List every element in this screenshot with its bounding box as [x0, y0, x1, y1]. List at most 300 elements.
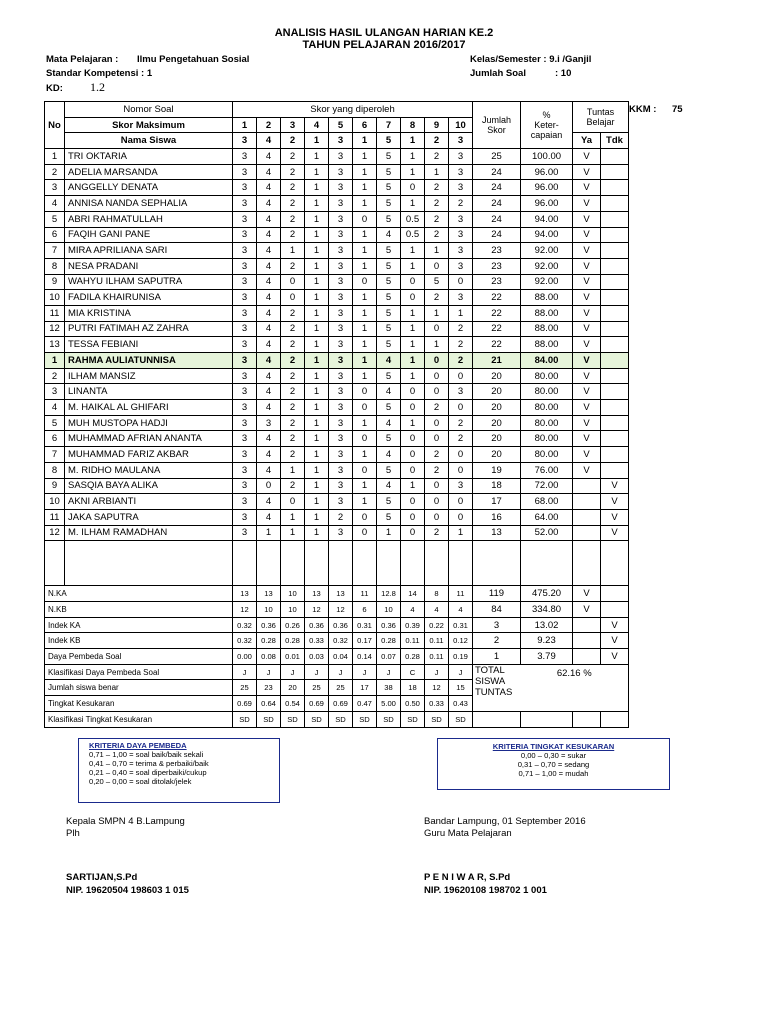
student-score: 1 [353, 180, 377, 196]
student-score: 3 [233, 353, 257, 369]
student-score: 0 [449, 274, 473, 290]
student-score: 0 [425, 353, 449, 369]
blank-cell [601, 571, 629, 586]
student-name: FAQIH GANI PANE [65, 227, 233, 243]
student-name: MIA KRISTINA [65, 305, 233, 321]
stat-value: 11 [353, 586, 377, 602]
student-score: 3 [449, 290, 473, 306]
blank-row [45, 556, 629, 571]
stat-label: Tingkat Kesukaran [45, 696, 233, 712]
stat-tdk-mark [601, 602, 629, 618]
student-score: 0 [257, 478, 281, 494]
tuntas-ya-mark [573, 494, 601, 510]
blank-cell [449, 556, 473, 571]
tuntas-ya-mark [573, 478, 601, 494]
student-score: 0.5 [401, 211, 425, 227]
student-score: 0 [401, 290, 425, 306]
stat-ya-mark [573, 649, 601, 665]
tuntas-ya-mark: V [573, 258, 601, 274]
blank-cell [329, 571, 353, 586]
blank-cell [65, 556, 233, 571]
student-percent: 92.00 [521, 243, 573, 259]
tuntas-tdk-mark: V [601, 494, 629, 510]
stat-tdk-mark: V [601, 617, 629, 633]
student-score: 4 [257, 196, 281, 212]
tuntas-ya-mark: V [573, 211, 601, 227]
student-score: 5 [377, 211, 401, 227]
blank-cell [305, 571, 329, 586]
student-score: 0 [281, 494, 305, 510]
student-total: 19 [473, 462, 521, 478]
student-score: 2 [281, 415, 305, 431]
stat-value: SD [257, 711, 281, 727]
student-score: 2 [449, 415, 473, 431]
tuntas-tdk-mark [601, 415, 629, 431]
tuntas-ya-mark: V [573, 149, 601, 165]
stat-value: 13 [257, 586, 281, 602]
blank-cell [233, 541, 257, 556]
student-total: 23 [473, 243, 521, 259]
stat-value: 0.64 [257, 696, 281, 712]
blank-cell [45, 571, 65, 586]
student-score: 1 [305, 384, 329, 400]
student-name: RAHMA AULIATUNNISA [65, 353, 233, 369]
student-name: JAKA SAPUTRA [65, 509, 233, 525]
student-score: 1 [305, 180, 329, 196]
blank-cell [473, 711, 521, 727]
student-score: 2 [281, 384, 305, 400]
blank-cell [573, 571, 601, 586]
stat-percent: 334.80 [521, 602, 573, 618]
tuntas-tdk-mark [601, 290, 629, 306]
total-score-header [473, 102, 521, 149]
student-score: 5 [377, 196, 401, 212]
student-score: 1 [449, 525, 473, 541]
student-total: 24 [473, 164, 521, 180]
student-percent: 88.00 [521, 337, 573, 353]
stat-label: Jumlah siswa benar [45, 680, 233, 696]
student-percent: 94.00 [521, 227, 573, 243]
student-score: 3 [329, 353, 353, 369]
student-score: 5 [377, 149, 401, 165]
blank-cell [257, 571, 281, 586]
student-score: 2 [425, 196, 449, 212]
student-score: 1 [305, 258, 329, 274]
stat-value: 0.08 [257, 649, 281, 665]
student-score: 2 [281, 400, 305, 416]
stat-value: 0.50 [401, 696, 425, 712]
student-score: 4 [257, 494, 281, 510]
student-name: SASQIA BAYA ALIKA [65, 478, 233, 494]
student-row [45, 400, 629, 416]
student-score: 2 [281, 164, 305, 180]
kd-value: 1.2 [90, 80, 105, 94]
student-score: 4 [257, 431, 281, 447]
student-score: 3 [449, 180, 473, 196]
student-score: 3 [329, 290, 353, 306]
student-score: 3 [449, 384, 473, 400]
stat-value: J [305, 664, 329, 680]
student-score: 1 [449, 305, 473, 321]
stat-value: 4 [425, 602, 449, 618]
student-score: 4 [257, 447, 281, 463]
student-score: 5 [377, 494, 401, 510]
student-no: 2 [45, 164, 65, 180]
student-score: 0 [401, 447, 425, 463]
question-count-label: Jumlah Soal [470, 68, 526, 79]
student-score: 5 [377, 337, 401, 353]
student-score: 0 [353, 462, 377, 478]
student-score: 2 [281, 211, 305, 227]
student-total: 22 [473, 337, 521, 353]
stat-label: Klasifikasi Tingkat Kesukaran [45, 711, 233, 727]
student-total: 20 [473, 447, 521, 463]
student-score: 4 [257, 164, 281, 180]
max-score: 1 [305, 133, 329, 149]
student-score: 1 [305, 149, 329, 165]
student-score: 1 [401, 164, 425, 180]
stat-value: 13 [305, 586, 329, 602]
student-score: 3 [233, 415, 257, 431]
student-percent: 80.00 [521, 384, 573, 400]
student-total: 22 [473, 321, 521, 337]
blank-cell [521, 556, 573, 571]
student-score: 2 [449, 337, 473, 353]
blank-cell [377, 571, 401, 586]
total-tuntas-line: SISWA [475, 675, 506, 687]
tuntas-ya-mark: V [573, 196, 601, 212]
stat-value: J [281, 664, 305, 680]
tuntas-ya-mark: V [573, 384, 601, 400]
student-row [45, 525, 629, 541]
student-score: 5 [377, 431, 401, 447]
student-score: 1 [305, 290, 329, 306]
student-score: 1 [353, 353, 377, 369]
student-score: 0 [425, 478, 449, 494]
stat-label: Indek KB [45, 633, 233, 649]
student-percent: 96.00 [521, 180, 573, 196]
stat-total: 119 [473, 586, 521, 602]
student-score: 4 [257, 290, 281, 306]
student-score: 3 [233, 337, 257, 353]
student-score: 1 [305, 164, 329, 180]
student-score: 4 [257, 149, 281, 165]
student-score: 4 [257, 274, 281, 290]
blank-cell [521, 711, 573, 727]
question-number: 4 [305, 117, 329, 133]
blank-cell [281, 571, 305, 586]
stat-value: 0.32 [233, 617, 257, 633]
student-score: 5 [377, 368, 401, 384]
student-score: 1 [401, 337, 425, 353]
student-score: 4 [257, 258, 281, 274]
blank-cell [65, 541, 233, 556]
tuntas-tdk-mark [601, 274, 629, 290]
stat-value: 0.69 [305, 696, 329, 712]
student-row [45, 196, 629, 212]
student-total: 22 [473, 305, 521, 321]
student-score: 2 [425, 400, 449, 416]
stat-value: 12 [305, 602, 329, 618]
student-row [45, 227, 629, 243]
student-score: 1 [305, 353, 329, 369]
tuntas-ya-mark: V [573, 180, 601, 196]
student-score: 0 [401, 525, 425, 541]
stat-row [45, 617, 629, 633]
question-number: 8 [401, 117, 425, 133]
student-percent: 80.00 [521, 431, 573, 447]
student-score: 1 [305, 368, 329, 384]
student-score: 2 [281, 321, 305, 337]
discrimination-criteria-line: 0,71 – 1,00 = soal baik/baik sekali [89, 750, 204, 759]
student-no: 4 [45, 400, 65, 416]
student-row [45, 258, 629, 274]
student-score: 3 [329, 180, 353, 196]
student-no: 9 [45, 274, 65, 290]
student-score: 1 [401, 196, 425, 212]
student-total: 23 [473, 258, 521, 274]
student-total: 13 [473, 525, 521, 541]
student-total: 20 [473, 384, 521, 400]
student-score: 3 [449, 243, 473, 259]
blank-cell [425, 556, 449, 571]
student-row [45, 211, 629, 227]
student-total: 23 [473, 274, 521, 290]
student-score: 5 [377, 258, 401, 274]
tuntas-tdk-mark [601, 305, 629, 321]
discrimination-criteria-line: 0,20 – 0,00 = soal ditolak/jelek [89, 777, 192, 786]
stat-value: 0.22 [425, 617, 449, 633]
student-row [45, 384, 629, 400]
student-score: 0 [401, 384, 425, 400]
stat-label: N.KB [45, 602, 233, 618]
stat-value: 0.69 [233, 696, 257, 712]
student-score: 1 [305, 509, 329, 525]
student-score: 5 [377, 305, 401, 321]
stat-value: 0.36 [257, 617, 281, 633]
tuntas-tdk-mark [601, 400, 629, 416]
student-score: 1 [401, 258, 425, 274]
student-total: 18 [473, 478, 521, 494]
student-score: 1 [425, 305, 449, 321]
stat-value: 5.00 [377, 696, 401, 712]
stat-value: 0.36 [305, 617, 329, 633]
blank-cell [45, 556, 65, 571]
stat-value: 13 [233, 586, 257, 602]
stat-ya-mark: V [573, 602, 601, 618]
discrimination-criteria-line: 0,21 – 0,40 = soal diperbaiki/cukup [89, 768, 207, 777]
student-score: 0 [353, 525, 377, 541]
student-no: 4 [45, 196, 65, 212]
blank-cell [377, 541, 401, 556]
stat-value: 12 [233, 602, 257, 618]
student-score: 2 [425, 447, 449, 463]
student-score: 1 [401, 353, 425, 369]
student-score: 1 [353, 290, 377, 306]
student-score: 4 [257, 211, 281, 227]
max-score: 3 [449, 133, 473, 149]
student-score: 3 [257, 415, 281, 431]
student-score: 2 [425, 180, 449, 196]
student-score: 1 [305, 337, 329, 353]
student-score: 1 [257, 525, 281, 541]
blank-cell [573, 711, 601, 727]
tuntas-ya-mark: V [573, 290, 601, 306]
student-score: 1 [401, 415, 425, 431]
student-total: 25 [473, 149, 521, 165]
tuntas-tdk-mark [601, 431, 629, 447]
student-name: ANNISA NANDA SEPHALIA [65, 196, 233, 212]
max-score: 2 [425, 133, 449, 149]
tuntas-ya-mark: V [573, 274, 601, 290]
stat-value: SD [425, 711, 449, 727]
student-score: 1 [353, 305, 377, 321]
student-score: 3 [233, 431, 257, 447]
student-percent: 88.00 [521, 290, 573, 306]
stat-value: 20 [281, 680, 305, 696]
stat-value: J [257, 664, 281, 680]
student-score: 2 [281, 478, 305, 494]
stat-value: 0.11 [425, 633, 449, 649]
stat-value: 14 [401, 586, 425, 602]
stat-value: 0.31 [449, 617, 473, 633]
place-date: Bandar Lampung, 01 September 2016 [424, 816, 586, 827]
ya-header: Ya [573, 133, 601, 149]
tuntas-ya-mark: V [573, 353, 601, 369]
student-score: 2 [449, 353, 473, 369]
student-score: 0 [401, 431, 425, 447]
max-score: 1 [401, 133, 425, 149]
blank-cell [353, 556, 377, 571]
student-score: 0 [425, 321, 449, 337]
student-score: 0 [425, 415, 449, 431]
student-score: 1 [401, 305, 425, 321]
student-score: 3 [449, 258, 473, 274]
student-score: 3 [233, 258, 257, 274]
tuntas-ya-mark: V [573, 368, 601, 384]
student-total: 16 [473, 509, 521, 525]
student-score: 1 [353, 447, 377, 463]
student-percent: 64.00 [521, 509, 573, 525]
student-score: 2 [281, 196, 305, 212]
student-score: 3 [329, 337, 353, 353]
student-row [45, 462, 629, 478]
student-no: 12 [45, 525, 65, 541]
student-score: 4 [377, 478, 401, 494]
stat-percent: 3.79 [521, 649, 573, 665]
stat-value: SD [305, 711, 329, 727]
stat-tdk-mark: V [601, 649, 629, 665]
student-score: 3 [233, 305, 257, 321]
question-number: 7 [377, 117, 401, 133]
student-score: 1 [305, 243, 329, 259]
stat-value: 0.28 [281, 633, 305, 649]
stat-value: J [449, 664, 473, 680]
tuntas-ya-mark: V [573, 447, 601, 463]
question-number-header: Nomor Soal [65, 102, 233, 118]
stat-value: 25 [329, 680, 353, 696]
tuntas-ya-mark: V [573, 337, 601, 353]
student-score: 2 [425, 227, 449, 243]
max-score: 3 [233, 133, 257, 149]
percent-header [521, 102, 573, 149]
stat-value: C [401, 664, 425, 680]
student-score: 1 [401, 149, 425, 165]
max-score: 5 [377, 133, 401, 149]
student-percent: 80.00 [521, 400, 573, 416]
blank-cell [329, 541, 353, 556]
student-score: 1 [353, 258, 377, 274]
student-score: 3 [233, 384, 257, 400]
difficulty-criteria-title: KRITERIA TINGKAT KESUKARAN [492, 742, 615, 751]
student-score: 1 [305, 227, 329, 243]
total-tuntas-line: TOTAL [475, 664, 505, 676]
blank-cell [233, 556, 257, 571]
student-score: 3 [329, 431, 353, 447]
stat-value: 0.26 [281, 617, 305, 633]
student-no: 1 [45, 149, 65, 165]
stat-total: 1 [473, 649, 521, 665]
blank-cell [473, 571, 521, 586]
student-score: 0 [353, 431, 377, 447]
student-score: 4 [257, 353, 281, 369]
student-name: FADILA KHAIRUNISA [65, 290, 233, 306]
stat-percent: 9.23 [521, 633, 573, 649]
student-percent: 92.00 [521, 274, 573, 290]
student-row [45, 274, 629, 290]
student-no: 7 [45, 243, 65, 259]
student-percent: 96.00 [521, 164, 573, 180]
stat-value: SD [353, 711, 377, 727]
blank-cell [449, 541, 473, 556]
student-row [45, 353, 629, 369]
student-score: 3 [329, 211, 353, 227]
student-score: 4 [257, 180, 281, 196]
analysis-table [44, 101, 629, 728]
stat-value: 0.17 [353, 633, 377, 649]
student-score: 3 [233, 368, 257, 384]
stat-value: 0.47 [353, 696, 377, 712]
student-score: 0 [425, 431, 449, 447]
tuntas-tdk-mark: V [601, 478, 629, 494]
student-score: 1 [305, 415, 329, 431]
tuntas-ya-mark: V [573, 415, 601, 431]
discrimination-criteria-box [78, 738, 280, 803]
student-score: 1 [305, 400, 329, 416]
student-percent: 88.00 [521, 305, 573, 321]
student-score: 5 [377, 509, 401, 525]
teacher-nip: NIP. 19620108 198702 1 001 [424, 885, 547, 896]
student-score: 1 [353, 164, 377, 180]
tuntas-tdk-mark [601, 447, 629, 463]
student-score: 3 [329, 415, 353, 431]
tuntas-header [573, 102, 629, 133]
student-score: 3 [233, 164, 257, 180]
student-score: 3 [329, 321, 353, 337]
student-score: 0 [449, 509, 473, 525]
tuntas-tdk-mark [601, 321, 629, 337]
student-row [45, 509, 629, 525]
stat-value: 0.54 [281, 696, 305, 712]
student-score: 3 [329, 274, 353, 290]
student-score: 1 [401, 243, 425, 259]
stat-value: J [377, 664, 401, 680]
tuntas-tdk-mark [601, 258, 629, 274]
percent-label-1: % [542, 110, 551, 121]
student-score: 3 [329, 305, 353, 321]
tuntas-tdk-mark [601, 368, 629, 384]
stat-value: J [425, 664, 449, 680]
